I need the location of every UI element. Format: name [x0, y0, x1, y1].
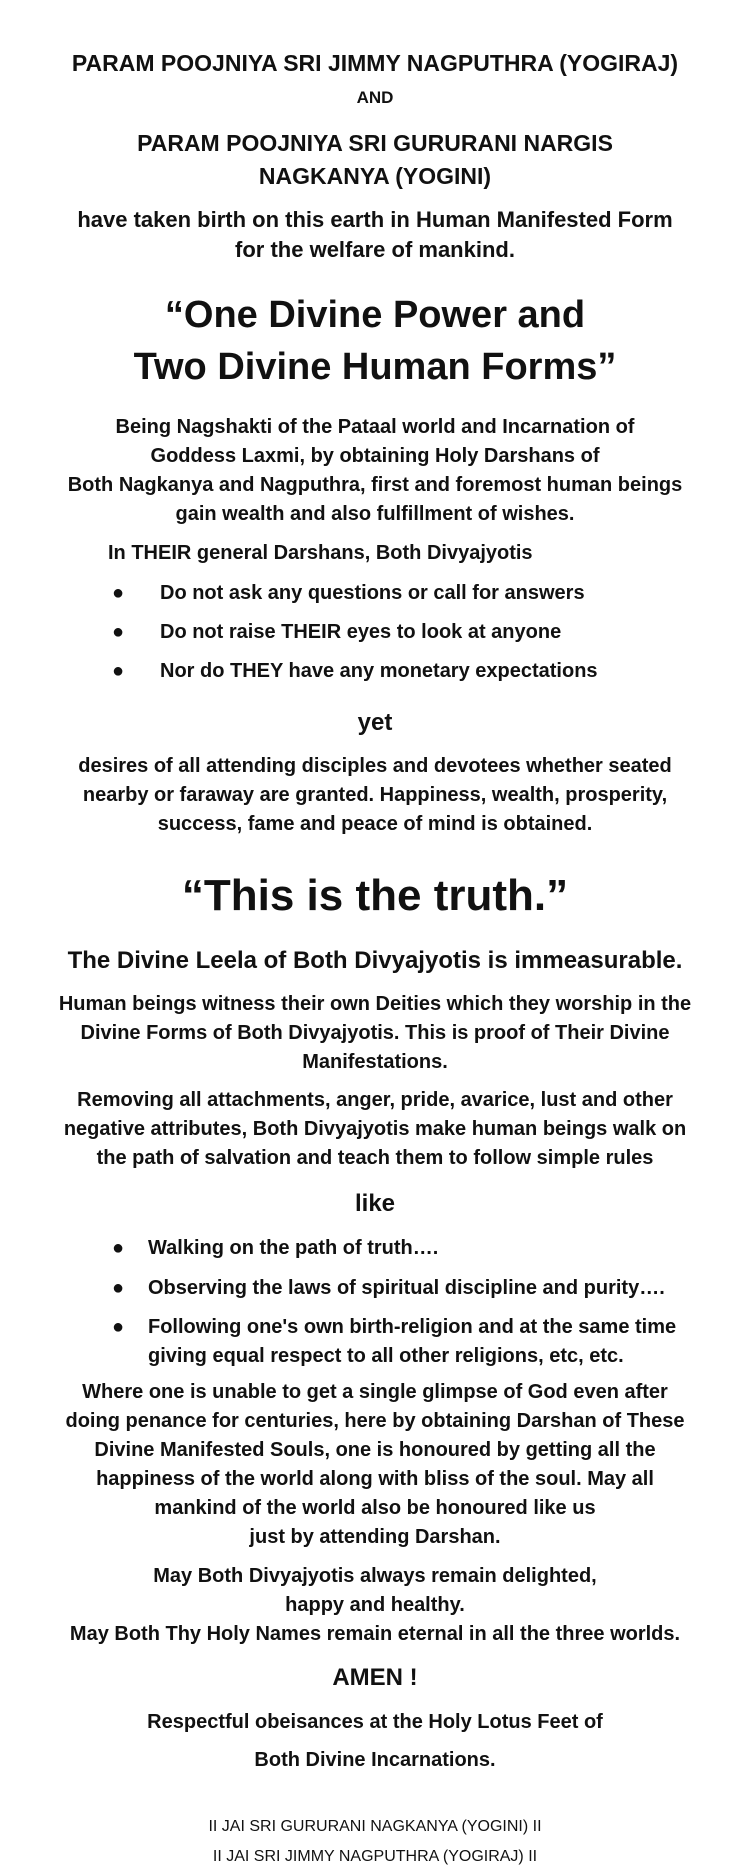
bullet-icon: ●: [112, 1237, 125, 1259]
list-item: ● Nor do THEY have any monetary expectations: [112, 657, 712, 696]
bullet-icon: ●: [112, 582, 125, 604]
leela-heading: The Divine Leela of Both Divyajyotis is immeasurable.: [67, 947, 683, 974]
para1-line2: Goddess Laxmi, by obtaining Holy Darshans of: [150, 445, 600, 467]
quote-line2: Two Divine Human Forms”: [133, 346, 617, 388]
darshans-desc-line1: desires of all attending disciples and devotees whether seated: [78, 755, 672, 777]
list-item: ● Do not ask any questions or call for answers: [112, 579, 712, 618]
jai-jimmy: II JAI SRI JIMMY NAGPUTHRA (YOGIRAJ) II: [212, 1848, 538, 1865]
para3-line2: negative attributes, Both Divyajyotis make human beings walk on: [63, 1118, 687, 1140]
para4-line2: doing penance for centuries, here by obtaining Darshan of These: [65, 1410, 685, 1432]
list-item: ● Do not raise THEIR eyes to look at anyone: [112, 618, 712, 657]
para4-line1: Where one is unable to get a single glimpse of God even after: [82, 1381, 668, 1403]
rules-list: [112, 1234, 742, 1371]
name-yogiraj: PARAM POOJNIYA SRI JIMMY NAGPUTHRA (YOGIRAJ): [71, 50, 679, 76]
bullet-icon: ●: [112, 1316, 125, 1338]
para2-line3: Manifestations.: [302, 1051, 448, 1073]
list-item: ● Following one's own birth-religion and at the same time giving equal respect to all other religions, etc, etc.: [112, 1313, 742, 1371]
bullet-icon: ●: [112, 621, 125, 643]
and-label: AND: [356, 88, 394, 107]
birth-line1: have taken birth on this earth in Human Manifested Form: [77, 207, 673, 232]
name-yogini-line2: NAGKANYA (YOGINI): [258, 163, 492, 189]
para2-line2: Divine Forms of Both Divyajyotis. This is proof of Their Divine: [80, 1022, 670, 1044]
blessing-line3: May Both Thy Holy Names remain eternal in all the three worlds.: [69, 1623, 681, 1645]
para1-line3: Both Nagkanya and Nagputhra, first and foremost human beings: [67, 474, 683, 496]
bullet-icon: ●: [112, 1277, 125, 1299]
para3-line3: the path of salvation and teach them to follow simple rules: [96, 1147, 654, 1169]
obeisance-line1: Respectful obeisances at the Holy Lotus Feet of: [147, 1711, 603, 1733]
obeisance-line2: Both Divine Incarnations.: [254, 1749, 496, 1771]
darshans-list: [112, 579, 712, 696]
para4-line6: just by attending Darshan.: [249, 1526, 501, 1548]
para4-line4: happiness of the world along with bliss of the soul. May all: [96, 1468, 654, 1490]
blessing-line2: happy and healthy.: [285, 1594, 465, 1616]
yet-label: yet: [357, 709, 393, 736]
like-label: like: [354, 1190, 396, 1217]
para4-line5: mankind of the world also be honoured like us: [154, 1497, 596, 1519]
jai-gururani: II JAI SRI GURURANI NAGKANYA (YOGINI) II: [208, 1818, 542, 1835]
blessing-line1: May Both Divyajyotis always remain delighted,: [153, 1565, 597, 1587]
darshans-intro: In THEIR general Darshans, Both Divyajyotis: [108, 542, 533, 564]
darshans-desc-line2: nearby or faraway are granted. Happiness, wealth, prosperity,: [82, 784, 668, 806]
para4-line3: Divine Manifested Souls, one is honoured by getting all the: [94, 1439, 656, 1461]
para2-line1: Human beings witness their own Deities which they worship in the: [58, 993, 692, 1015]
bullet-icon: ●: [112, 660, 125, 682]
para3-line1: Removing all attachments, anger, pride, avarice, lust and other: [77, 1089, 673, 1111]
darshans-desc-line3: success, fame and peace of mind is obtained.: [157, 813, 593, 835]
list-item: ● Walking on the path of truth….: [112, 1234, 742, 1274]
amen-heading: AMEN !: [332, 1664, 418, 1691]
para1-line1: Being Nagshakti of the Pataal world and Incarnation of: [115, 416, 635, 438]
para1-line4: gain wealth and also fulfillment of wishes.: [175, 503, 575, 525]
quote-line1: “One Divine Power and: [164, 294, 586, 336]
list-item: ● Observing the laws of spiritual discipline and purity….: [112, 1274, 742, 1313]
name-yogini-line1: PARAM POOJNIYA SRI GURURANI NARGIS: [137, 130, 613, 156]
birth-line2: for the welfare of mankind.: [235, 237, 515, 262]
truth-heading: “This is the truth.”: [181, 871, 569, 920]
